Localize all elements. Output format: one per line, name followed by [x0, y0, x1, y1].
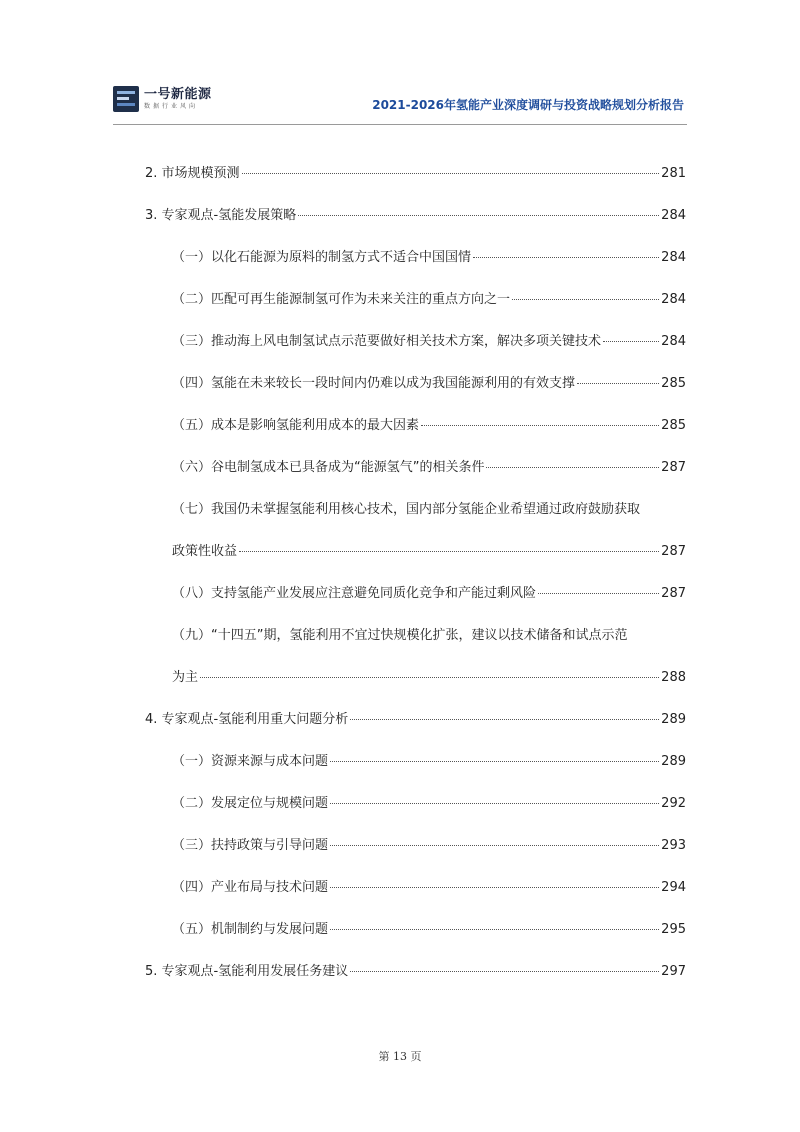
toc-page-number: 287 — [661, 544, 686, 559]
toc-leader-dots — [350, 971, 659, 972]
toc-entry-label: 3. 专家观点-氢能发展策略 — [145, 208, 297, 223]
toc-leader-dots — [330, 803, 659, 804]
toc-leader-dots — [200, 677, 659, 678]
toc-entry-label: 2. 市场规模预测 — [145, 166, 240, 181]
toc-leader-dots — [473, 257, 659, 258]
toc-entry-label: （四）氢能在未来较长一段时间内仍难以成为我国能源利用的有效支撑 — [172, 376, 576, 391]
toc-page-number: 284 — [661, 250, 686, 265]
toc-page-number: 293 — [661, 838, 686, 853]
brand-name: 一号新能源 — [144, 87, 212, 102]
toc-entry-label: 5. 专家观点-氢能利用发展任务建议 — [145, 964, 349, 979]
toc-entry-label: （四）产业布局与技术问题 — [172, 880, 329, 895]
toc-entry-3-9[interactable] — [172, 669, 686, 687]
toc-page-number: 287 — [661, 460, 686, 475]
toc-page-number: 285 — [661, 376, 686, 391]
toc-entry-label: 政策性收益 — [172, 544, 238, 559]
toc-page-number: 297 — [661, 964, 686, 979]
toc-page-number: 285 — [661, 418, 686, 433]
toc-entry-label: （三）扶持政策与引导问题 — [172, 838, 329, 853]
toc-entry-4-3[interactable] — [172, 837, 686, 855]
toc-leader-dots — [330, 929, 659, 930]
toc-leader-dots — [512, 299, 659, 300]
toc-entry-4-4[interactable] — [172, 879, 686, 897]
toc-entry-3-8[interactable] — [172, 585, 686, 603]
toc-entry-3-3[interactable] — [172, 333, 686, 351]
toc-leader-dots — [330, 845, 659, 846]
header-divider — [113, 124, 687, 125]
toc-entry-label: （五）机制制约与发展问题 — [172, 922, 329, 937]
toc-entry-label: （六）谷电制氢成本已具备成为“能源氢气”的相关条件 — [172, 460, 485, 475]
toc-leader-dots — [577, 383, 659, 384]
toc-leader-dots — [486, 467, 659, 468]
toc-entry-4-2[interactable] — [172, 795, 686, 813]
toc-entry-label: （一）以化石能源为原料的制氢方式不适合中国国情 — [172, 250, 472, 265]
toc-leader-dots — [239, 551, 659, 552]
toc-leader-dots — [330, 761, 659, 762]
brand-logo-icon — [113, 86, 139, 112]
toc-leader-dots — [603, 341, 659, 342]
toc-entry-5[interactable] — [145, 963, 686, 981]
toc-entry-3-7[interactable] — [172, 543, 686, 561]
toc-entry-label: （五）成本是影响氢能利用成本的最大因素 — [172, 418, 420, 433]
toc-page-number: 284 — [661, 334, 686, 349]
toc-leader-dots — [242, 173, 660, 174]
toc-entry-label: （八）支持氢能产业发展应注意避免同质化竞争和产能过剩风险 — [172, 586, 537, 601]
toc-entry-4-1[interactable] — [172, 753, 686, 771]
toc-entry-3-6[interactable] — [172, 459, 686, 477]
toc-page-number: 284 — [661, 292, 686, 307]
toc-page-number: 281 — [661, 166, 686, 181]
toc-entry-label: 为主 — [172, 670, 199, 685]
toc-page-number: 292 — [661, 796, 686, 811]
toc-entry-3-5[interactable] — [172, 417, 686, 435]
toc-entry-3[interactable] — [145, 207, 686, 225]
toc-leader-dots — [421, 425, 659, 426]
toc-entry-label: （三）推动海上风电制氢试点示范要做好相关技术方案，解决多项关键技术 — [172, 334, 602, 349]
toc-page-number: 284 — [661, 208, 686, 223]
brand-logo — [113, 86, 212, 112]
toc-entry-2[interactable] — [145, 165, 686, 183]
toc-entry-3-2[interactable] — [172, 291, 686, 309]
toc-leader-dots — [298, 215, 659, 216]
toc-entry-3-9-line1[interactable]: （九）“十四五”期，氢能利用不宜过快规模化扩张，建议以技术储备和试点示范 — [172, 628, 628, 643]
toc-page-number: 289 — [661, 754, 686, 769]
page-header — [0, 0, 800, 130]
toc-page-number: 288 — [661, 670, 686, 685]
toc-entry-label: 4. 专家观点-氢能利用重大问题分析 — [145, 712, 349, 727]
toc-entry-3-1[interactable] — [172, 249, 686, 267]
toc-entry-4[interactable] — [145, 711, 686, 729]
toc-entry-label: （一）资源来源与成本问题 — [172, 754, 329, 769]
toc-page-number: 289 — [661, 712, 686, 727]
toc-leader-dots — [350, 719, 659, 720]
toc-entry-3-4[interactable] — [172, 375, 686, 393]
toc-page-number: 295 — [661, 922, 686, 937]
page-number-footer: 第 13 页 — [378, 1050, 422, 1063]
toc-leader-dots — [330, 887, 659, 888]
toc-page-number: 287 — [661, 586, 686, 601]
toc-leader-dots — [538, 593, 659, 594]
toc-entry-label: （二）匹配可再生能源制氢可作为未来关注的重点方向之一 — [172, 292, 511, 307]
toc-page-number: 294 — [661, 880, 686, 895]
toc-entry-label: （二）发展定位与规模问题 — [172, 796, 329, 811]
toc-entry-4-5[interactable] — [172, 921, 686, 939]
report-title: 2021-2026年氢能产业深度调研与投资战略规划分析报告 — [372, 98, 684, 112]
toc-entry-3-7-line1[interactable]: （七）我国仍未掌握氢能利用核心技术，国内部分氢能企业希望通过政府鼓励获取 — [172, 502, 641, 517]
brand-tagline: 数据行业风向 — [144, 103, 199, 110]
